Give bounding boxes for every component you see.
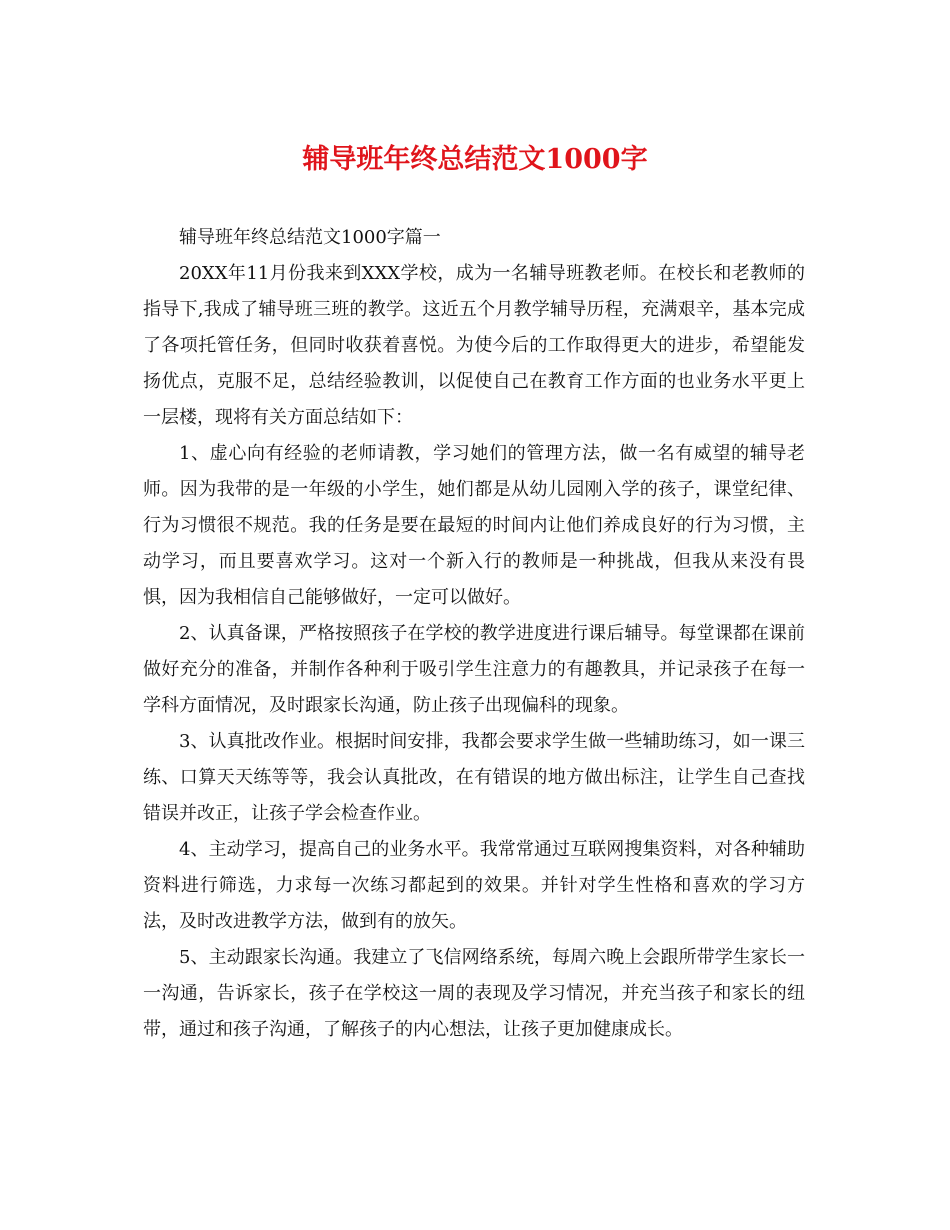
document-body bbox=[143, 220, 805, 1048]
paragraph-item-1: 1、虚心向有经验的老师请教，学习她们的管理方法，做一名有威望的辅导老师。因为我带的是一年级的小学生，她们都是从幼儿园刚入学的孩子，课堂纪律、行为习惯很不规范。我的任务是要在最短的时间内让他们养成良好的行为习惯，主动学习，而且要喜欢学习。这对一个新入行的教师是一种挑战，但我从来没有畏惧，因为我相信自己能够做好，一定可以做好。 bbox=[143, 443, 805, 608]
paragraph-intro: 20XX年11月份我来到XXX学校，成为一名辅导班教老师。在校长和老教师的指导下,我成了辅导班三班的教学。这近五个月教学辅导历程，充满艰辛，基本完成了各项托管任务，但同时收获着喜悦。为使今后的工作取得更大的进步，希望能发扬优点，克服不足，总结经验教训，以促使自己在教育工作方面的也业务水平更上一层楼，现将有关方面总结如下： bbox=[143, 263, 805, 428]
paragraph-item-2: 2、认真备课，严格按照孩子在学校的教学进度进行课后辅导。每堂课都在课前做好充分的准备，并制作各种利于吸引学生注意力的有趣教具，并记录孩子在每一学科方面情况，及时跟家长沟通，防止孩子出现偏科的现象。 bbox=[143, 623, 805, 716]
paragraph-item-5: 5、主动跟家长沟通。我建立了飞信网络系统，每周六晚上会跟所带学生家长一一沟通，告诉家长，孩子在学校这一周的表现及学习情况，并充当孩子和家长的纽带，通过和孩子沟通，了解孩子的内心想法，让孩子更加健康成长。 bbox=[143, 947, 805, 1040]
section-heading: 辅导班年终总结范文1000字篇一 bbox=[179, 227, 441, 248]
paragraph-item-4: 4、主动学习，提高自己的业务水平。我常常通过互联网搜集资料，对各种辅助资料进行筛选，力求每一次练习都起到的效果。并针对学生性格和喜欢的学习方法，及时改进教学方法，做到有的放矢。 bbox=[143, 839, 805, 932]
document-title: 辅导班年终总结范文1000字 bbox=[302, 144, 648, 175]
paragraph-item-3: 3、认真批改作业。根据时间安排，我都会要求学生做一些辅助练习，如一课三练、口算天天练等等，我会认真批改，在有错误的地方做出标注，让学生自己查找错误并改正，让孩子学会检查作业。 bbox=[143, 731, 805, 824]
